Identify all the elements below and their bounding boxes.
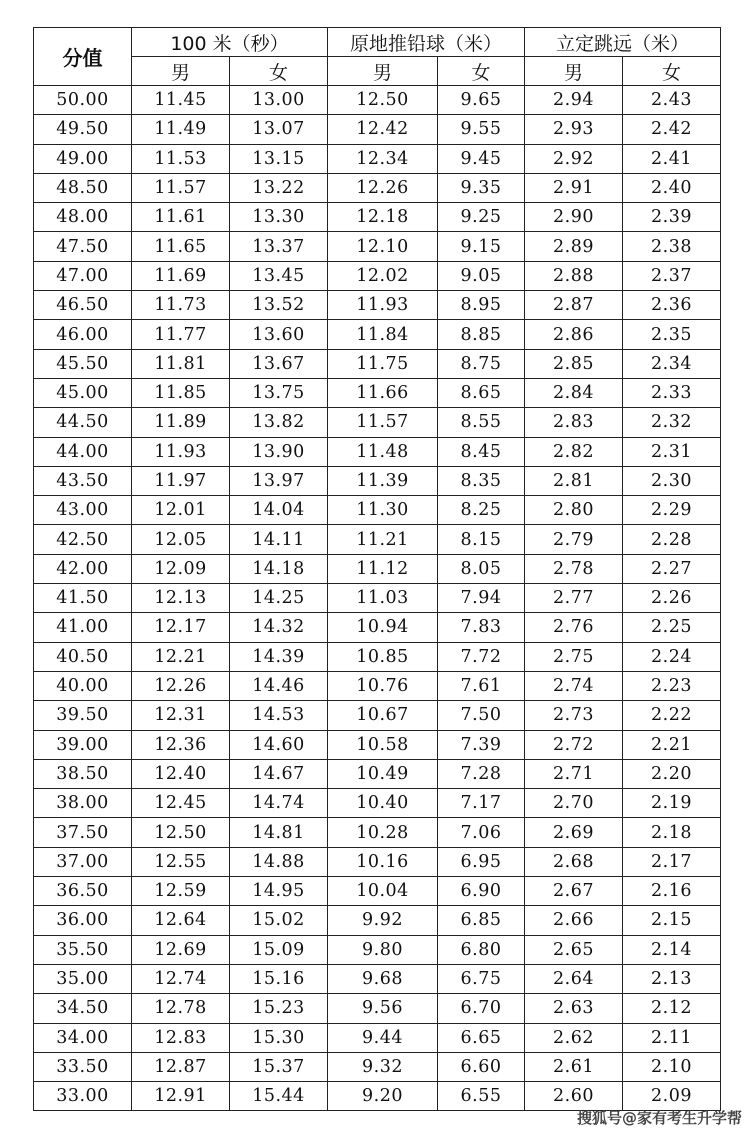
score-cell: 39.50 (34, 701, 132, 730)
score-cell: 49.50 (34, 115, 132, 144)
long-jump-male-cell: 2.72 (525, 730, 623, 759)
long-jump-male-cell: 2.64 (525, 964, 623, 993)
score-cell: 33.00 (34, 1082, 132, 1111)
shot-put-female-cell: 6.75 (438, 964, 525, 993)
shot-put-female-cell: 6.95 (438, 847, 525, 876)
sub-header-female: 女 (230, 57, 328, 86)
100m-male-cell: 11.69 (132, 261, 230, 290)
shot-put-male-cell: 11.03 (328, 584, 438, 613)
long-jump-male-cell: 2.78 (525, 554, 623, 583)
table-row (34, 115, 721, 144)
100m-male-cell: 12.26 (132, 671, 230, 700)
long-jump-female-cell: 2.30 (623, 466, 721, 495)
table-row (34, 378, 721, 407)
shot-put-male-cell: 10.94 (328, 613, 438, 642)
long-jump-male-cell: 2.82 (525, 437, 623, 466)
shot-put-female-cell: 7.28 (438, 759, 525, 788)
shot-put-female-cell: 9.45 (438, 144, 525, 173)
100m-male-cell: 11.45 (132, 86, 230, 115)
score-cell: 39.00 (34, 730, 132, 759)
shot-put-male-cell: 11.30 (328, 496, 438, 525)
table-row (34, 1023, 721, 1052)
shot-put-female-cell: 8.55 (438, 408, 525, 437)
table-row (34, 349, 721, 378)
100m-male-cell: 12.78 (132, 994, 230, 1023)
shot-put-male-cell: 12.18 (328, 203, 438, 232)
shot-put-female-cell: 9.65 (438, 86, 525, 115)
100m-female-cell: 15.23 (230, 994, 328, 1023)
long-jump-male-cell: 2.90 (525, 203, 623, 232)
shot-put-male-cell: 11.57 (328, 408, 438, 437)
100m-male-cell: 12.50 (132, 818, 230, 847)
table-row (34, 671, 721, 700)
100m-male-cell: 12.13 (132, 584, 230, 613)
long-jump-male-cell: 2.68 (525, 847, 623, 876)
long-jump-female-cell: 2.10 (623, 1052, 721, 1081)
100m-male-cell: 12.05 (132, 525, 230, 554)
shot-put-male-cell: 9.68 (328, 964, 438, 993)
100m-female-cell: 13.60 (230, 320, 328, 349)
shot-put-male-cell: 11.48 (328, 437, 438, 466)
shot-put-female-cell: 7.39 (438, 730, 525, 759)
long-jump-male-cell: 2.79 (525, 525, 623, 554)
100m-female-cell: 14.95 (230, 877, 328, 906)
100m-female-cell: 13.75 (230, 378, 328, 407)
score-cell: 35.00 (34, 964, 132, 993)
long-jump-female-cell: 2.14 (623, 935, 721, 964)
shot-put-female-cell: 8.45 (438, 437, 525, 466)
sub-header-male: 男 (328, 57, 438, 86)
100m-male-cell: 12.87 (132, 1052, 230, 1081)
table-row (34, 261, 721, 290)
shot-put-female-cell: 6.80 (438, 935, 525, 964)
100m-male-cell: 12.40 (132, 759, 230, 788)
shot-put-male-cell: 11.84 (328, 320, 438, 349)
100m-female-cell: 14.67 (230, 759, 328, 788)
shot-put-male-cell: 12.10 (328, 232, 438, 261)
long-jump-female-cell: 2.32 (623, 408, 721, 437)
shot-put-female-cell: 6.85 (438, 906, 525, 935)
shot-put-male-cell: 12.42 (328, 115, 438, 144)
100m-female-cell: 14.18 (230, 554, 328, 583)
100m-female-cell: 14.88 (230, 847, 328, 876)
long-jump-male-cell: 2.63 (525, 994, 623, 1023)
100m-male-cell: 11.97 (132, 466, 230, 495)
shot-put-male-cell: 11.12 (328, 554, 438, 583)
long-jump-male-cell: 2.89 (525, 232, 623, 261)
shot-put-female-cell: 6.70 (438, 994, 525, 1023)
score-cell: 38.50 (34, 759, 132, 788)
score-cell: 49.00 (34, 144, 132, 173)
long-jump-female-cell: 2.40 (623, 173, 721, 202)
table-row (34, 437, 721, 466)
table-row (34, 291, 721, 320)
table-row (34, 847, 721, 876)
100m-male-cell: 12.09 (132, 554, 230, 583)
100m-female-cell: 13.67 (230, 349, 328, 378)
100m-female-cell: 13.07 (230, 115, 328, 144)
shot-put-female-cell: 8.65 (438, 378, 525, 407)
long-jump-male-cell: 2.60 (525, 1082, 623, 1111)
long-jump-male-cell: 2.67 (525, 877, 623, 906)
100m-female-cell: 13.82 (230, 408, 328, 437)
100m-male-cell: 11.77 (132, 320, 230, 349)
shot-put-male-cell: 10.76 (328, 671, 438, 700)
shot-put-male-cell: 12.34 (328, 144, 438, 173)
long-jump-male-cell: 2.92 (525, 144, 623, 173)
score-cell: 43.50 (34, 466, 132, 495)
shot-put-female-cell: 8.15 (438, 525, 525, 554)
100m-female-cell: 14.46 (230, 671, 328, 700)
100m-male-cell: 11.49 (132, 115, 230, 144)
100m-female-cell: 15.16 (230, 964, 328, 993)
table-row (34, 1052, 721, 1081)
score-cell: 41.50 (34, 584, 132, 613)
score-cell: 43.00 (34, 496, 132, 525)
score-cell: 37.00 (34, 847, 132, 876)
long-jump-female-cell: 2.24 (623, 642, 721, 671)
shot-put-male-cell: 10.40 (328, 789, 438, 818)
score-cell: 47.50 (34, 232, 132, 261)
100m-male-cell: 11.61 (132, 203, 230, 232)
long-jump-male-cell: 2.77 (525, 584, 623, 613)
100m-male-cell: 12.74 (132, 964, 230, 993)
shot-put-female-cell: 6.55 (438, 1082, 525, 1111)
table-row (34, 584, 721, 613)
watermark-text: 搜狐号@家有考生升学帮 (576, 1109, 742, 1127)
shot-put-male-cell: 11.75 (328, 349, 438, 378)
shot-put-female-cell: 6.65 (438, 1023, 525, 1052)
100m-male-cell: 11.89 (132, 408, 230, 437)
shot-put-male-cell: 10.16 (328, 847, 438, 876)
shot-put-male-cell: 11.93 (328, 291, 438, 320)
score-cell: 42.50 (34, 525, 132, 554)
100m-male-cell: 11.65 (132, 232, 230, 261)
table-row (34, 144, 721, 173)
100m-male-cell: 12.31 (132, 701, 230, 730)
long-jump-female-cell: 2.25 (623, 613, 721, 642)
score-table (33, 27, 721, 1111)
shot-put-male-cell: 10.49 (328, 759, 438, 788)
shot-put-male-cell: 9.44 (328, 1023, 438, 1052)
long-jump-female-cell: 2.36 (623, 291, 721, 320)
shot-put-female-cell: 7.83 (438, 613, 525, 642)
100m-female-cell: 14.74 (230, 789, 328, 818)
shot-put-female-cell: 8.95 (438, 291, 525, 320)
score-cell: 47.00 (34, 261, 132, 290)
long-jump-male-cell: 2.66 (525, 906, 623, 935)
score-cell: 45.50 (34, 349, 132, 378)
sub-header-male: 男 (525, 57, 623, 86)
100m-male-cell: 12.83 (132, 1023, 230, 1052)
score-column-header: 分值 (34, 28, 132, 86)
long-jump-female-cell: 2.19 (623, 789, 721, 818)
score-cell: 36.00 (34, 906, 132, 935)
100m-male-cell: 12.55 (132, 847, 230, 876)
100m-male-cell: 12.91 (132, 1082, 230, 1111)
100m-female-cell: 14.53 (230, 701, 328, 730)
score-cell: 35.50 (34, 935, 132, 964)
100m-male-cell: 12.21 (132, 642, 230, 671)
100m-female-cell: 14.04 (230, 496, 328, 525)
long-jump-female-cell: 2.13 (623, 964, 721, 993)
table-row (34, 964, 721, 993)
shot-put-male-cell: 12.50 (328, 86, 438, 115)
sub-header-male: 男 (132, 57, 230, 86)
score-cell: 42.00 (34, 554, 132, 583)
long-jump-female-cell: 2.18 (623, 818, 721, 847)
long-jump-female-cell: 2.17 (623, 847, 721, 876)
group-header-100m: 100 米（秒） (132, 28, 328, 57)
long-jump-female-cell: 2.09 (623, 1082, 721, 1111)
table-row (34, 701, 721, 730)
100m-female-cell: 15.37 (230, 1052, 328, 1081)
table-row (34, 173, 721, 202)
100m-female-cell: 13.90 (230, 437, 328, 466)
long-jump-female-cell: 2.16 (623, 877, 721, 906)
score-cell: 46.00 (34, 320, 132, 349)
table-row (34, 935, 721, 964)
score-cell: 33.50 (34, 1052, 132, 1081)
score-cell: 34.00 (34, 1023, 132, 1052)
100m-male-cell: 12.64 (132, 906, 230, 935)
table-row (34, 818, 721, 847)
shot-put-male-cell: 12.26 (328, 173, 438, 202)
100m-female-cell: 15.09 (230, 935, 328, 964)
table-body (34, 86, 721, 1111)
table-row (34, 86, 721, 115)
score-cell: 40.00 (34, 671, 132, 700)
100m-female-cell: 13.97 (230, 466, 328, 495)
100m-female-cell: 14.39 (230, 642, 328, 671)
long-jump-male-cell: 2.81 (525, 466, 623, 495)
score-cell: 40.50 (34, 642, 132, 671)
100m-female-cell: 14.11 (230, 525, 328, 554)
score-cell: 41.00 (34, 613, 132, 642)
score-cell: 48.00 (34, 203, 132, 232)
long-jump-male-cell: 2.87 (525, 291, 623, 320)
shot-put-female-cell: 7.72 (438, 642, 525, 671)
100m-female-cell: 14.81 (230, 818, 328, 847)
long-jump-male-cell: 2.70 (525, 789, 623, 818)
long-jump-male-cell: 2.85 (525, 349, 623, 378)
shot-put-female-cell: 6.90 (438, 877, 525, 906)
long-jump-male-cell: 2.73 (525, 701, 623, 730)
100m-female-cell: 14.25 (230, 584, 328, 613)
shot-put-female-cell: 9.35 (438, 173, 525, 202)
group-header-long-jump: 立定跳远（米） (525, 28, 721, 57)
long-jump-female-cell: 2.20 (623, 759, 721, 788)
long-jump-female-cell: 2.42 (623, 115, 721, 144)
long-jump-female-cell: 2.12 (623, 994, 721, 1023)
100m-male-cell: 11.85 (132, 378, 230, 407)
long-jump-male-cell: 2.88 (525, 261, 623, 290)
table-row (34, 613, 721, 642)
shot-put-male-cell: 11.21 (328, 525, 438, 554)
shot-put-male-cell: 11.39 (328, 466, 438, 495)
table-row (34, 730, 721, 759)
shot-put-female-cell: 7.50 (438, 701, 525, 730)
100m-female-cell: 13.52 (230, 291, 328, 320)
shot-put-male-cell: 10.28 (328, 818, 438, 847)
shot-put-male-cell: 10.85 (328, 642, 438, 671)
long-jump-male-cell: 2.74 (525, 671, 623, 700)
group-header-shot-put: 原地推铅球（米） (328, 28, 525, 57)
long-jump-female-cell: 2.28 (623, 525, 721, 554)
long-jump-male-cell: 2.75 (525, 642, 623, 671)
100m-female-cell: 14.60 (230, 730, 328, 759)
score-cell: 48.50 (34, 173, 132, 202)
100m-male-cell: 12.45 (132, 789, 230, 818)
100m-female-cell: 15.02 (230, 906, 328, 935)
table-row (34, 232, 721, 261)
shot-put-female-cell: 8.05 (438, 554, 525, 583)
100m-male-cell: 12.01 (132, 496, 230, 525)
100m-male-cell: 11.57 (132, 173, 230, 202)
100m-female-cell: 13.37 (230, 232, 328, 261)
shot-put-female-cell: 9.55 (438, 115, 525, 144)
100m-female-cell: 13.30 (230, 203, 328, 232)
shot-put-female-cell: 8.75 (438, 349, 525, 378)
table-row (34, 789, 721, 818)
score-cell: 44.50 (34, 408, 132, 437)
long-jump-male-cell: 2.80 (525, 496, 623, 525)
score-cell: 45.00 (34, 378, 132, 407)
sub-header-female: 女 (623, 57, 721, 86)
long-jump-male-cell: 2.94 (525, 86, 623, 115)
score-cell: 34.50 (34, 994, 132, 1023)
header-row-gender (34, 57, 721, 86)
100m-female-cell: 13.45 (230, 261, 328, 290)
long-jump-male-cell: 2.76 (525, 613, 623, 642)
shot-put-male-cell: 9.80 (328, 935, 438, 964)
100m-male-cell: 12.69 (132, 935, 230, 964)
table-header (34, 28, 721, 86)
shot-put-female-cell: 7.61 (438, 671, 525, 700)
shot-put-female-cell: 8.35 (438, 466, 525, 495)
shot-put-male-cell: 9.56 (328, 994, 438, 1023)
long-jump-male-cell: 2.83 (525, 408, 623, 437)
100m-female-cell: 14.32 (230, 613, 328, 642)
long-jump-female-cell: 2.37 (623, 261, 721, 290)
score-cell: 50.00 (34, 86, 132, 115)
long-jump-male-cell: 2.84 (525, 378, 623, 407)
100m-male-cell: 11.93 (132, 437, 230, 466)
long-jump-female-cell: 2.21 (623, 730, 721, 759)
table-row (34, 496, 721, 525)
table-row (34, 906, 721, 935)
100m-female-cell: 13.00 (230, 86, 328, 115)
shot-put-male-cell: 10.67 (328, 701, 438, 730)
shot-put-female-cell: 9.25 (438, 203, 525, 232)
long-jump-female-cell: 2.41 (623, 144, 721, 173)
score-cell: 46.50 (34, 291, 132, 320)
100m-male-cell: 11.73 (132, 291, 230, 320)
shot-put-female-cell: 9.05 (438, 261, 525, 290)
100m-male-cell: 12.17 (132, 613, 230, 642)
table-row (34, 994, 721, 1023)
long-jump-female-cell: 2.15 (623, 906, 721, 935)
long-jump-male-cell: 2.71 (525, 759, 623, 788)
long-jump-female-cell: 2.31 (623, 437, 721, 466)
long-jump-female-cell: 2.22 (623, 701, 721, 730)
shot-put-male-cell: 9.92 (328, 906, 438, 935)
100m-male-cell: 11.81 (132, 349, 230, 378)
table-row (34, 554, 721, 583)
long-jump-male-cell: 2.93 (525, 115, 623, 144)
100m-male-cell: 12.36 (132, 730, 230, 759)
100m-female-cell: 15.30 (230, 1023, 328, 1052)
long-jump-female-cell: 2.35 (623, 320, 721, 349)
long-jump-female-cell: 2.43 (623, 86, 721, 115)
long-jump-female-cell: 2.29 (623, 496, 721, 525)
long-jump-female-cell: 2.26 (623, 584, 721, 613)
shot-put-female-cell: 9.15 (438, 232, 525, 261)
table-row (34, 203, 721, 232)
long-jump-male-cell: 2.61 (525, 1052, 623, 1081)
header-row-groups (34, 28, 721, 57)
100m-female-cell: 13.15 (230, 144, 328, 173)
long-jump-female-cell: 2.27 (623, 554, 721, 583)
long-jump-male-cell: 2.65 (525, 935, 623, 964)
shot-put-male-cell: 11.66 (328, 378, 438, 407)
shot-put-female-cell: 6.60 (438, 1052, 525, 1081)
shot-put-male-cell: 10.58 (328, 730, 438, 759)
shot-put-male-cell: 12.02 (328, 261, 438, 290)
shot-put-female-cell: 7.17 (438, 789, 525, 818)
shot-put-female-cell: 8.25 (438, 496, 525, 525)
shot-put-female-cell: 7.06 (438, 818, 525, 847)
score-cell: 38.00 (34, 789, 132, 818)
shot-put-male-cell: 9.20 (328, 1082, 438, 1111)
sub-header-female: 女 (438, 57, 525, 86)
shot-put-male-cell: 10.04 (328, 877, 438, 906)
score-cell: 36.50 (34, 877, 132, 906)
long-jump-female-cell: 2.39 (623, 203, 721, 232)
table-row (34, 525, 721, 554)
long-jump-male-cell: 2.62 (525, 1023, 623, 1052)
long-jump-male-cell: 2.69 (525, 818, 623, 847)
table-row (34, 877, 721, 906)
score-cell: 44.00 (34, 437, 132, 466)
long-jump-female-cell: 2.23 (623, 671, 721, 700)
100m-male-cell: 11.53 (132, 144, 230, 173)
long-jump-female-cell: 2.38 (623, 232, 721, 261)
100m-female-cell: 15.44 (230, 1082, 328, 1111)
shot-put-female-cell: 7.94 (438, 584, 525, 613)
shot-put-male-cell: 9.32 (328, 1052, 438, 1081)
score-cell: 37.50 (34, 818, 132, 847)
long-jump-female-cell: 2.33 (623, 378, 721, 407)
long-jump-male-cell: 2.91 (525, 173, 623, 202)
table-row (34, 320, 721, 349)
table-row (34, 408, 721, 437)
table-row (34, 759, 721, 788)
long-jump-female-cell: 2.11 (623, 1023, 721, 1052)
table-row (34, 466, 721, 495)
shot-put-female-cell: 8.85 (438, 320, 525, 349)
long-jump-male-cell: 2.86 (525, 320, 623, 349)
table-row (34, 642, 721, 671)
long-jump-female-cell: 2.34 (623, 349, 721, 378)
100m-male-cell: 12.59 (132, 877, 230, 906)
100m-female-cell: 13.22 (230, 173, 328, 202)
